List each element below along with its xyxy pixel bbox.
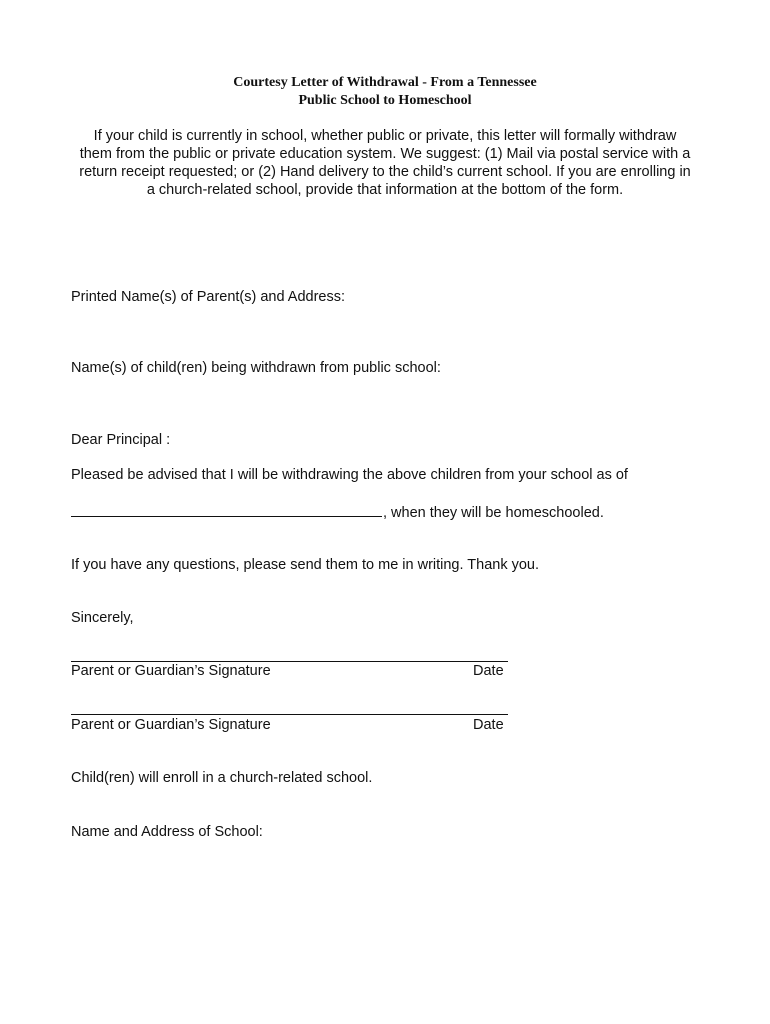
parents-name-address-label: Printed Name(s) of Parent(s) and Address: (71, 289, 346, 305)
signature-2-label: Parent or Guardian’s Signature (71, 717, 271, 733)
document-title-line-2: Public School to Homeschool (298, 93, 472, 108)
withdrawal-date-row (71, 502, 604, 522)
church-school-statement: Child(ren) will enroll in a church-related school. (71, 770, 373, 786)
homeschool-suffix: , when they will be homeschooled. (383, 505, 604, 521)
advised-statement: Pleased be advised that I will be withdrawing the above children from your school as of (71, 467, 628, 483)
intro-paragraph: If your child is currently in school, whether public or private, this letter will formally withdraw them from the public or private education system. We suggest: (1) Mail via postal service with a return receipt requested; or (2) Hand delivery to the child’s current school. If you are enrolling in a church-related school, provide that information at the bottom of the form. (79, 128, 691, 198)
signature-line-2[interactable] (71, 714, 508, 715)
signature-2-date-label: Date (473, 717, 504, 733)
signature-1-label: Parent or Guardian’s Signature (71, 663, 271, 679)
children-names-label: Name(s) of child(ren) being withdrawn from public school: (71, 360, 441, 376)
withdrawal-date-blank[interactable] (71, 502, 382, 517)
signature-1-date-label: Date (473, 663, 504, 679)
school-name-address-label: Name and Address of School: (71, 824, 263, 840)
questions-statement: If you have any questions, please send them to me in writing. Thank you. (71, 557, 540, 573)
salutation: Dear Principal : (71, 432, 171, 448)
closing: Sincerely, (71, 610, 134, 626)
document-title-line-1: Courtesy Letter of Withdrawal - From a Tennessee (233, 75, 537, 90)
